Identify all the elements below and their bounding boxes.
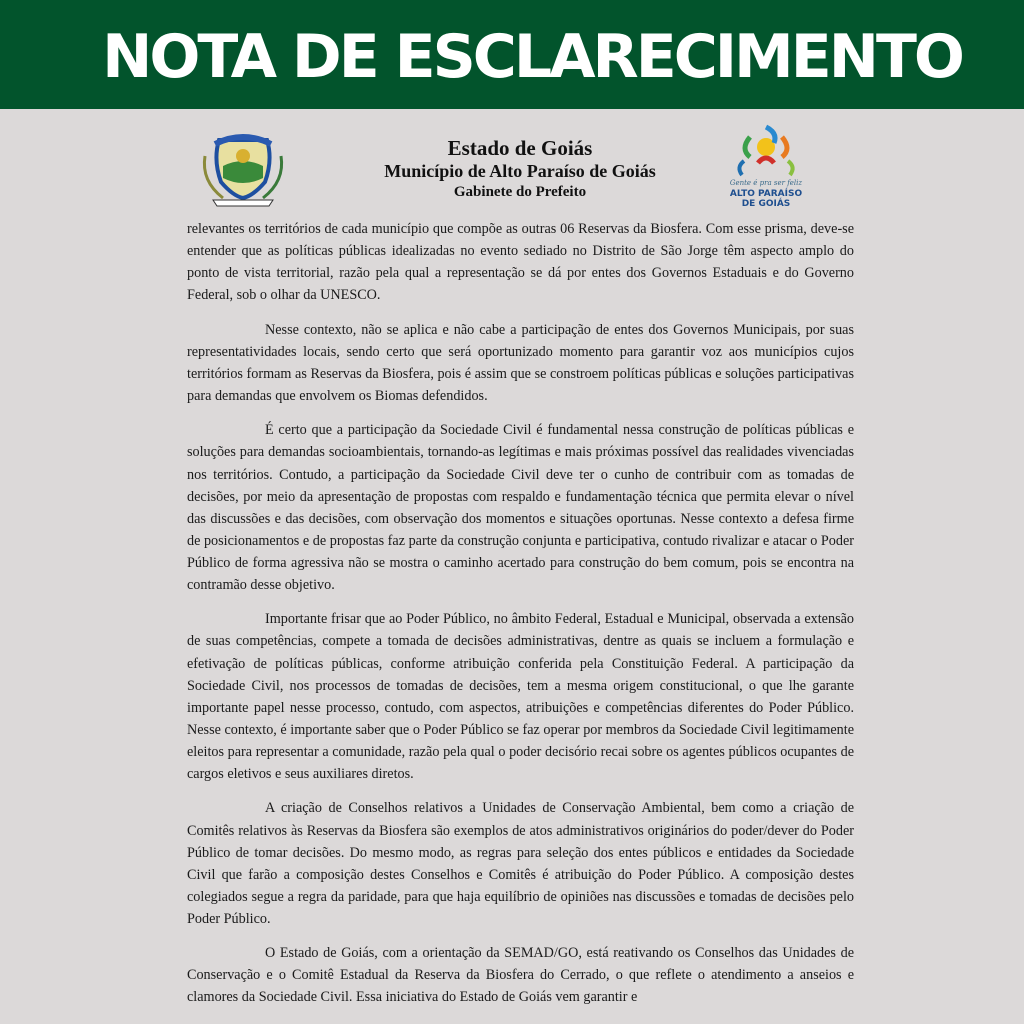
letterhead xyxy=(330,136,710,202)
paragraph: relevantes os territórios de cada município que compõe as outras 06 Reservas da Biosfera. Com esse prisma, deve-se entender que as políticas públicas idealizadas no evento sediado no Distrito de São Jorge têm aspecto amplo do ponto de vista territorial, razão pela qual a representação se dá por entes dos Governos Estaduais e do Governo Federal, sob o olhar da UNESCO. xyxy=(187,221,854,304)
letterhead-office: Gabinete do Prefeito xyxy=(453,184,587,200)
title-banner xyxy=(0,0,1024,109)
paragraph: É certo que a participação da Sociedade Civil é fundamental nessa construção de políticas públicas e soluções para demandas socioambientais, tornando-as legítimas e mais próximas possível das realidades vivenciadas nos territórios. Contudo, a participação da Sociedade Civil deve ter o cunho de contribuir com as tomadas de decisões, por meio da apresentação de propostas com respaldo e fundamentação técnica que permita elevar o nível das discussões e das decisões, com observação dos momentos e situações oportunas. Nesse contexto a defesa firme de posicionamentos e de propostas faz parte da construção conjunta e participativa, contudo rivalizar e atacar o Poder Público de forma agressiva não se mostra o caminho acertado para construção do bem comum, pois se encontra na contramão desse objetivo. xyxy=(187,422,854,593)
paragraph: Nesse contexto, não se aplica e não cabe a participação de entes dos Governos Municipais, por suas representatividades locais, sendo certo que será oportunizado momento para garantir voz aos municípios cujos territórios formam as Reservas da Biosfera, pois é assim que se constroem políticas públicas e soluções participativas para demandas que envolvem os Biomas defendidos. xyxy=(187,321,854,404)
paragraph: A criação de Conselhos relativos a Unidades de Conservação Ambiental, bem como a criação de Comitês relativos às Reservas da Biosfera são exemplos de atos administrativos originários do poder/dever do Poder Público de tomar decisões. Do mesmo modo, as regras para seleção dos entes públicos e entidades da Sociedade Civil que farão a composição destes Conselhos e Comitês é atribuição do Poder Público. A composição destes colegiados segue a regra da paridade, para que haja equilíbrio de opiniões nas discussões e tomadas de decisões pelo Poder Público. xyxy=(187,800,854,927)
svg-text:ALTO PARAÍSO: ALTO PARAÍSO xyxy=(729,189,803,199)
municipal-crest-icon xyxy=(193,126,293,208)
svg-text:DE GOIÁS: DE GOIÁS xyxy=(741,199,791,209)
paragraph: O Estado de Goiás, com a orientação da SEMAD/GO, está reativando os Conselhos das Unidades de Conservação e o Comitê Estadual da Reserva da Biosfera do Cerrado, o que reflete o atendimento a anseios e clamores da Sociedade Civil. Essa iniciativa do Estado de Goiás vem garantir e xyxy=(187,945,854,1006)
letterhead-state: Estado de Goiás xyxy=(447,136,593,160)
letterhead-municipality: Município de Alto Paraíso de Goiás xyxy=(384,161,656,181)
alto-paraiso-logo-icon xyxy=(722,123,812,211)
document-page xyxy=(0,109,1024,1024)
paragraph: Importante frisar que ao Poder Público, no âmbito Federal, Estadual e Municipal, observada a extensão de suas competências, compete a tomada de decisões administrativas, dentre as quais se incluem a formulação e efetivação de políticas públicas, conforme atribuição conferida pela Constituição Federal. A participação da Sociedade Civil, nos processos de tomadas de decisões, tem a mesma origem constitucional, o que lhe garante importante papel nesse processo, contudo, com aspectos, atribuições e competências diferentes do Poder Público. Nesse contexto, é importante saber que o Poder Público se faz operar por membros da Sociedade Civil legitimamente eleitos para representar a comunidade, razão pela qual o poder decisório recai sobre os agentes públicos ocupantes de cargos eletivos e seus auxiliares diretos. xyxy=(187,611,854,783)
page-title: NOTA DE ESCLARECIMENTO xyxy=(102,22,962,92)
svg-text:Gente é pra ser feliz: Gente é pra ser feliz xyxy=(729,179,803,187)
document-body xyxy=(187,218,854,1021)
